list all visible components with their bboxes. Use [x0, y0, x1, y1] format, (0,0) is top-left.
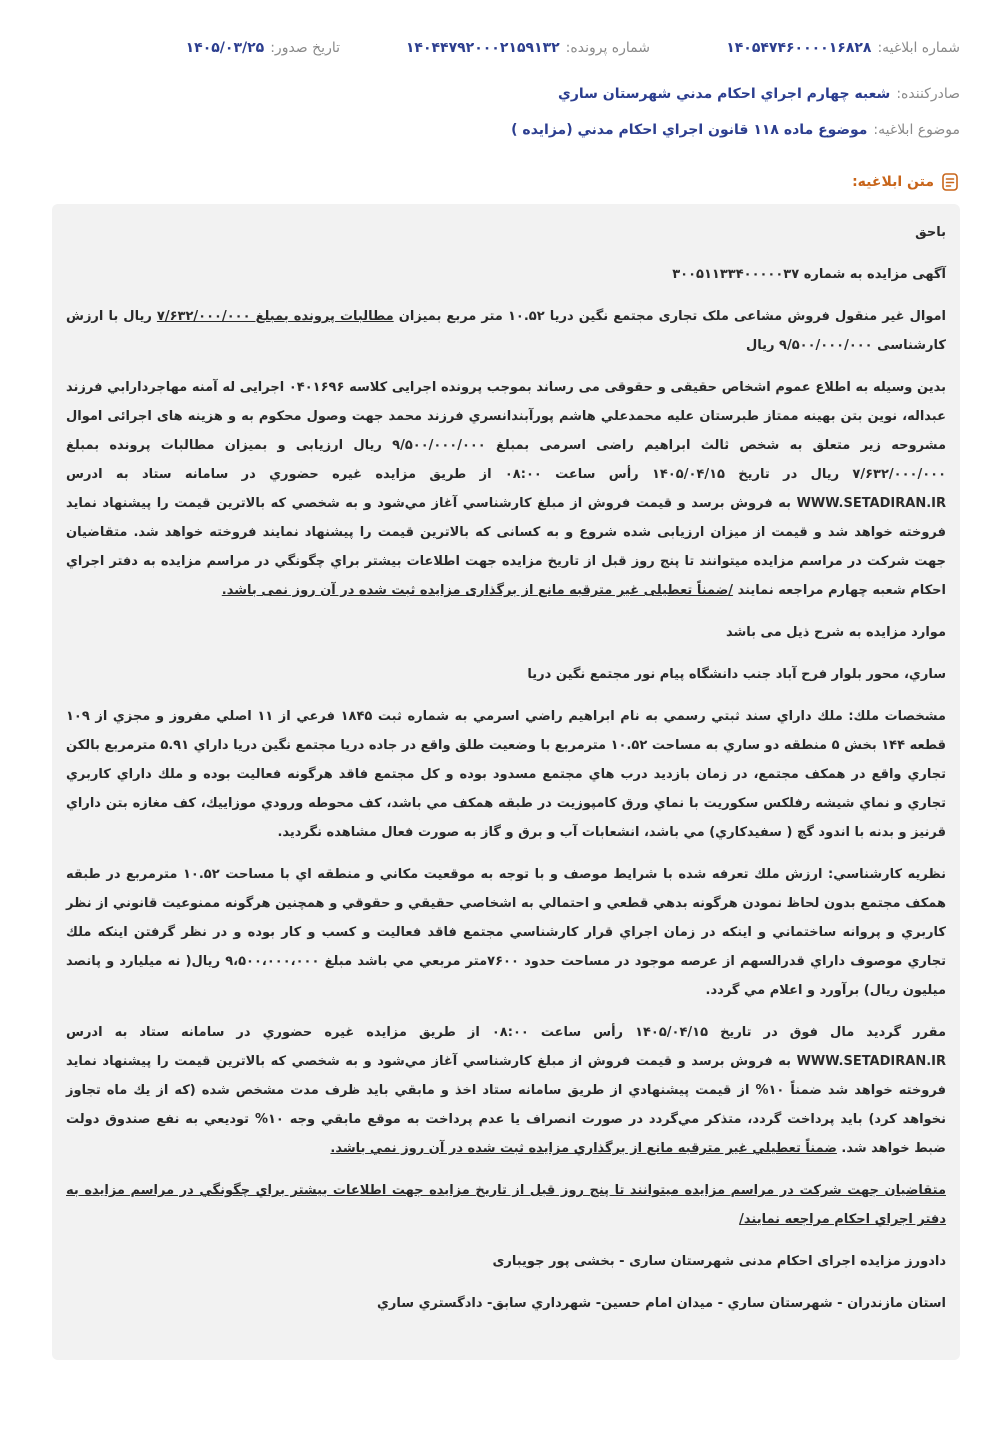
notice-panel	[52, 204, 960, 1360]
notice-address: ساري، محور بلوار فرح آباد جنب دانشگاه پیام نور مجتمع نگین دريا	[527, 667, 946, 682]
notice-salutation: باحق	[915, 225, 946, 240]
notice-applicants: متقاضيان جهت شرکت در مراسم مزايده ميتوانند تا پنج روز قبل از تاريخ مزايده جهت اطلاعات بيشتر براي چگونگي در مراسم مزايده به دفتر اجراي احکام مراجعه نمايند/	[66, 1183, 946, 1227]
section-title	[852, 172, 960, 192]
subject	[511, 122, 960, 138]
notice-announcement	[66, 373, 946, 605]
header-row-issuer	[40, 86, 960, 102]
notice-property-specs: مشخصات ملك: ملك داراي سند ثبتي رسمي به نام ابراهيم راضي اسرمي به شماره ثبت ۱۸۴۵ فرعي از ۱۱ اصلي مفروز و مجزي از ۱۰۹ قطعه ۱۴۴ بخش ۵ منطقه دو ساري به مساحت ۱۰.۵۲ مترمربع با وضعيت طلق واقع در جاده دريا مجتمع نگين دريا داراي ۵.۹۱ مترمربع بالكن تجاري واقع در همكف مجتمع، در زمان بازديد درب هاي مجتمع مسدود بوده و كل مجتمع فاقد هرگونه فعاليت بوده و ملك داراي كاربري تجاري و نماي شيشه رفلكس سكوريت با نماي ورق كامپوزيت در طبقه همكف مي باشد، كف محوطه ورودي موزاييك، كف مغازه بتن داراي قرنيز و بدنه با اندود گچ ( سفيدكاري) مي باشد، انشعابات آب و برق و گاز به صورت فعال مشاهده نگرديد.	[66, 709, 946, 840]
announcement-url: WWW.SETADIRAN.IR	[796, 496, 946, 511]
announcement-text-a: بدین وسیله به اطلاع عموم اشخاص حقیقی و حقوقی می رساند بموجب پرونده اجرایی کلاسه ۰۴۰۱۶۹۶ اجرایی له آمنه مهاجردارابي فرزند عبداله، نوین بتن بهینه ممتاز طبرستان علیه محمدعلي هاشم پورآبندانسري فرزند محمد جهت وصول محکوم به و هزینه های اجرائی اموال مشروحه زیر متعلق به شخص ثالث ابراهیم راضی اسرمی بمبلغ ۹/۵۰۰/۰۰۰/۰۰۰ ریال ارزیابی و بمیزان مطالبات پرونده بمبلغ ۷/۶۳۲/۰۰۰/۰۰۰ ریال در تاریخ ۱۴۰۵/۰۴/۱۵ رأس ساعت ۰۸:۰۰ از طریق مزایده غیره حضوري در سامانه ستاد به ادرس	[66, 380, 947, 482]
issue-date-value: ۱۴۰۵/۰۳/۲۵	[185, 40, 265, 56]
issue-number-value: ۱۴۰۵۴۷۴۶۰۰۰۰۱۶۸۲۸	[726, 40, 872, 56]
issue-number-label: شماره ابلاغيه:	[877, 40, 960, 56]
case-number	[406, 40, 650, 56]
summary-text-b: ریال با ارزش کارشناسی ۹/۵۰۰/۰۰۰/۰۰۰ ریال	[66, 309, 946, 353]
terms-text-a: مقرر گرديد مال فوق در تاريخ ۱۴۰۵/۰۴/۱۵ رأس ساعت ۰۸:۰۰ از طريق مزايده غيره حضوري در سامانه ستاد به ادرس	[66, 1025, 946, 1040]
subject-value: موضوع ماده ۱۱۸ قانون اجراي احکام مدني (مزايده )	[511, 122, 868, 138]
terms-url: WWW.SETADIRAN.IR	[796, 1054, 946, 1069]
issuer	[558, 86, 960, 102]
subject-label: موضوع ابلاغيه:	[873, 122, 960, 138]
terms-text-b: به فروش برسد و قيمت فروش از مبلغ كارشناسي آغاز مي‌شود و به شخصي كه بالاترين قيمت را پيشنهاد نمايد فروخته خواهد شد ضمناً ۱۰% از قيمت پيشنهادي از طريق سامانه ستاد اخذ و مابقي بايد ظرف مدت مشخص شده (كه از يك ماه تجاوز نخواهد كرد) بايد پرداخت گردد، متذكر مي‌گردد در صورت انصراف يا عدم پرداخت به موقع مابقي وجه ۱۰% توديعي به نفع صندوق دولت ضبط خواهد شد.	[66, 1054, 946, 1156]
notice-officer: دادورز مزایده اجرای احکام مدنی شهرستان ساری - بخشی پور جویباری	[492, 1254, 946, 1269]
summary-text-a: اموال غیر منقول فروش مشاعی ملک تجاری مجتمع نگین دریا ۱۰.۵۲ متر مربع بمیزان	[393, 309, 946, 324]
terms-underlined: ضمناً تعطيلي غير مترقبه مانع از برگذاري مزايده ثبت شده در آن روز نمي باشد.	[330, 1141, 837, 1156]
header-row-subject	[40, 122, 960, 138]
notice-summary	[66, 302, 946, 360]
notice-expert-opinion: نظريه كارشناسي: ارزش ملك تعرفه شده با شرايط موصف و با توجه به موقعيت مكاني و منطقه اي با مساحت ۱۰.۵۲ مترمربع در طبقه همكف مجتمع بدون لحاظ نمودن هرگونه بدهي قطعي و احتمالي به اشخاصي حقيقي و حقوقي و همچنين هرگونه ممنوعيت قانوني از نظر كاربري و پروانه ساختماني و اينكه در زمان اجراي قرار كارشناسي مجتمع فاقد فعاليت و كسب و كار بوده و در نظر گرفتن اينكه ملك تجاري موصوف داراي قدرالسهم از عرصه موجود در مساحت حدود ۷۶۰۰متر مربعي مي باشد مبلغ ۹،۵۰۰،۰۰۰،۰۰۰ ريال( نه ميليارد و پانصد ميليون ريال) برآورد و اعلام مي گردد.	[66, 867, 947, 998]
notice-items-heading: موارد مزايده به شرح ذيل مى باشد	[725, 625, 946, 640]
section-title-text: متن ابلاغيه:	[852, 174, 934, 190]
announcement-text-b: به فروش برسد و قیمت فروش از مبلغ کارشناسي آغاز مي‌شود و به شخصي که بالاترین قیمت را پیشنهاد نماید فروخته خواهد شد و قیمت از میزان ارزیابی شده شروع و به کسانی که بالاترین قیمت را پیشنهاد نمایند فروخته خواهد شد. متقاضيان جهت شرکت در مراسم مزايده ميتوانند تا پنج روز قبل از تاريخ مزايده جهت اطلاعات بيشتر براي چگونگي در مراسم مزايده به دفتر اجراي احکام شعبه چهارم مراجعه نمايند	[66, 496, 946, 598]
case-number-label: شماره پرونده:	[565, 40, 650, 56]
notice-location: استان مازندران - شهرستان ساري - ميدان امام حسين- شهرداري سابق- دادگستري ساري	[377, 1296, 946, 1311]
document-text-icon	[940, 172, 960, 192]
case-number-value: ۱۴۰۴۴۷۹۲۰۰۰۲۱۵۹۱۳۲	[405, 40, 560, 56]
notice-heading: آگهی مزایده به شماره ۳۰۰۵۱۱۳۳۴۰۰۰۰۰۳۷	[672, 267, 946, 282]
issuer-value: شعبه چهارم اجراي احكام مدني شهرستان ساري	[558, 86, 891, 102]
issue-number	[726, 40, 960, 56]
issuer-label: صادرکننده:	[896, 86, 960, 102]
issue-date-label: تاریخ صدور:	[270, 40, 340, 56]
announcement-underlined: /ضمناً تعطیلی غیر مترقبه مانع از برگذاری مزایده ثبت شده در آن روز نمی باشد.	[221, 583, 734, 598]
notice-body	[66, 218, 946, 1331]
notice-terms	[66, 1018, 946, 1163]
summary-underlined: مطالبات پرونده بمبلغ ۷/۶۳۲/۰۰۰/۰۰۰	[156, 309, 394, 324]
issue-date	[186, 40, 340, 56]
